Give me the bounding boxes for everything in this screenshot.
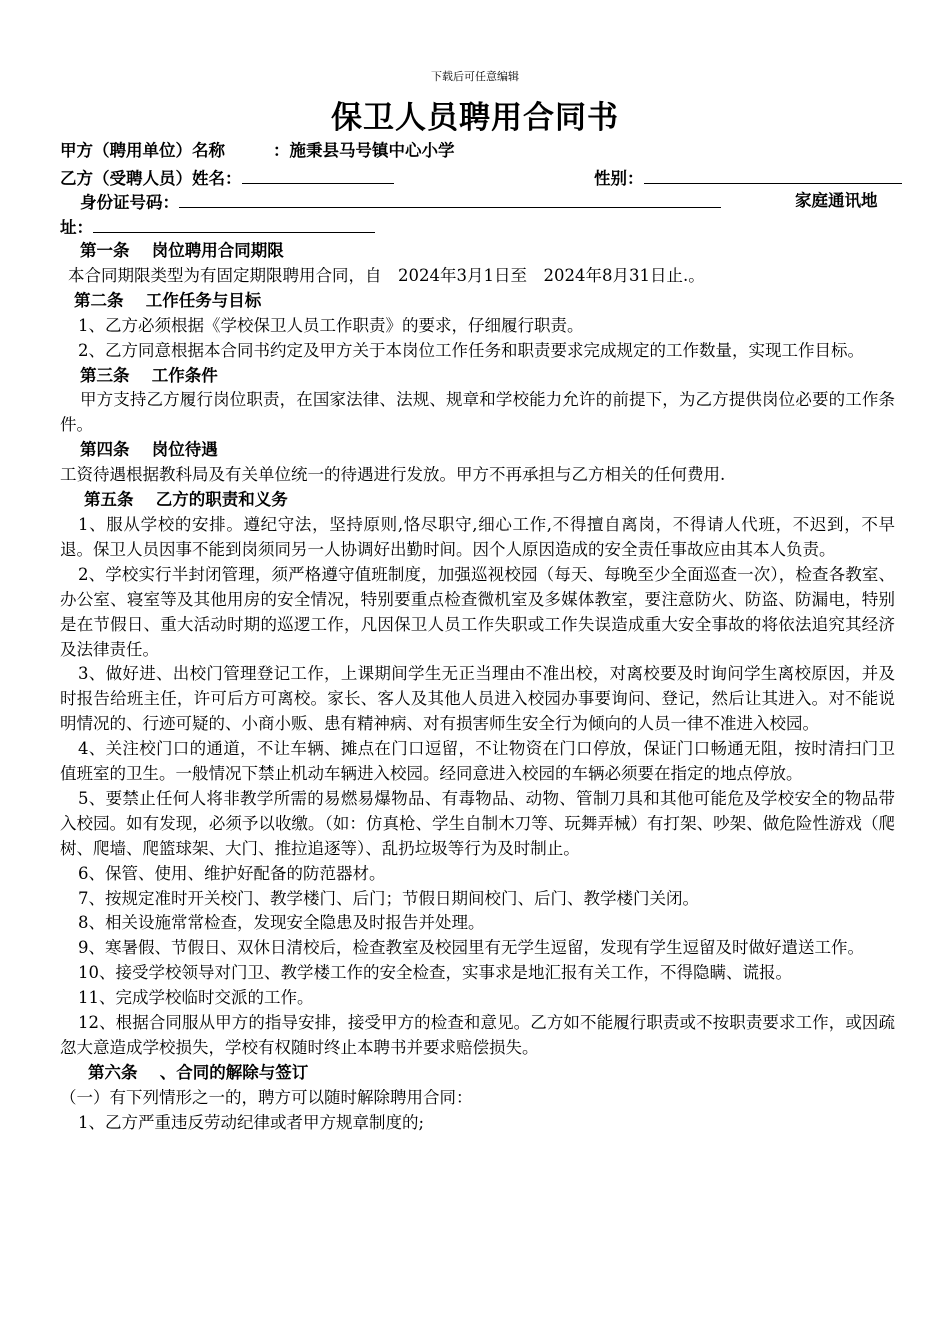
article-heading: 第四条 岗位待遇 [80, 440, 218, 460]
party-b-label: 乙方（受聘人员）姓名： [60, 169, 242, 188]
party-b-line [60, 165, 394, 191]
header-note: 下载后可任意编辑 [431, 70, 519, 83]
clause-paragraph: 6、保管、使用、维护好配备的防范器材。 [78, 863, 386, 883]
clause-paragraph: 1、服从学校的安排。遵纪守法，坚持原则,恪尽职守,细心工作,不得擅自离岗，不得请人代班，不迟到，不早退。保卫人员因事不能到岗须同另一人协调好出勤时间。因个人原因造成的安全责任事故应由其本人负责。 [60, 514, 895, 559]
address-label-part2: 址： [60, 218, 93, 237]
clause-paragraph: 5、要禁止任何人将非教学所需的易燃易爆物品、有毒物品、动物、管制刀具和其他可能危及学校安全的物品带入校园。如有发现，必须予以收缴。（如：仿真枪、学生自制木刀等、玩舞弄械）有打架、吵架、做危险性游戏（爬树、爬墙、爬篮球架、大门、推拉追逐等）、乱扔垃圾等行为及时制止。 [60, 788, 895, 858]
clause-paragraph: 1、乙方严重违反劳动纪律或者甲方规章制度的; [78, 1112, 425, 1132]
article-heading: 第三条 工作条件 [80, 365, 218, 385]
id-label: 身份证号码： [80, 193, 179, 212]
clause-paragraph: 本合同期限类型为有固定期限聘用合同，自 2024年3月1日至 2024年8月31日止.。 [68, 265, 705, 285]
id-line [80, 189, 721, 215]
gender-label: 性别： [594, 169, 644, 188]
article-heading: 第五条 乙方的职责和义务 [84, 490, 288, 510]
clause-paragraph: 2、乙方同意根据本合同书约定及甲方关于本岗位工作任务和职责要求完成规定的工作数量，实现工作目标。 [78, 340, 864, 360]
clause-paragraph: 9、寒暑假、节假日、双休日清校后，检查教室及校园里有无学生逗留，发现有学生逗留及时做好遣送工作。 [78, 938, 864, 958]
article-heading: 第六条 、合同的解除与签订 [88, 1062, 309, 1082]
clause-paragraph: 甲方支持乙方履行岗位职责，在国家法律、法规、规章和学校能力允许的前提下，为乙方提供岗位必要的工作条件。 [60, 390, 895, 435]
gender-blank [644, 165, 902, 184]
address-blank [93, 214, 375, 233]
clause-paragraph: 4、关注校门口的通道，不让车辆、摊点在门口逗留，不让物资在门口停放，保证门口畅通无阻，按时清扫门卫值班室的卫生。一般情况下禁止机动车辆进入校园。经同意进入校园的车辆必须要在指定的地点停放。 [60, 739, 895, 784]
contract-body [60, 239, 895, 1136]
party-a-value: ：施秉县马号镇中心小学 [273, 141, 455, 160]
party-a-line [60, 139, 455, 163]
address-line [60, 214, 375, 240]
clause-paragraph: 8、相关设施常常检查，发现安全隐患及时报告并处理。 [78, 913, 485, 933]
clause-paragraph: 12、根据合同服从甲方的指导安排，接受甲方的检查和意见。乙方如不能履行职责或不按职责要求工作，或因疏忽大意造成学校损失，学校有权随时终止本聘书并要求赔偿损失。 [60, 1013, 895, 1057]
article-heading: 第一条 岗位聘用合同期限 [80, 241, 284, 260]
id-number-blank [179, 189, 721, 208]
party-b-name-blank [242, 165, 394, 184]
party-a-label: 甲方（聘用单位）名称 [60, 141, 225, 160]
clause-paragraph: 10、接受学校领导对门卫、教学楼工作的安全检查，实事求是地汇报有关工作，不得隐瞒、谎报。 [78, 963, 792, 983]
gender-line [594, 165, 902, 191]
clause-paragraph: 3、做好进、出校门管理登记工作，上课期间学生无正当理由不准出校，对离校要及时询问学生离校原因，并及时报告给班主任，许可后方可离校。家长、客人及其他人员进入校园办事要询问、登记，然后让其进入。对不能说明情况的、行迹可疑的、小商小贩、患有精神病、对有损害师生安全行为倾向的人员一律不准进入校园。 [60, 664, 895, 734]
address-label-part1: 家庭通讯地 [795, 191, 878, 210]
clause-paragraph: （一）有下列情形之一的，聘方可以随时解除聘用合同： [60, 1087, 473, 1107]
article-heading: 第二条 工作任务与目标 [74, 290, 262, 310]
clause-paragraph: 1、乙方必须根据《学校保卫人员工作职责》的要求，仔细履行职责。 [78, 315, 584, 335]
clause-paragraph: 11、完成学校临时交派的工作。 [78, 988, 314, 1008]
clause-paragraph: 工资待遇根据教科局及有关单位统一的待遇进行发放。甲方不再承担与乙方相关的任何费用. [60, 465, 726, 485]
clause-paragraph: 2、学校实行半封闭管理，须严格遵守值班制度，加强巡视校园（每天、每晚至少全面巡查一次），检查各教室、办公室、寝室等及其他用房的安全情况，特别要重点检查微机室及多媒体教室，要注意防火、防盗、防漏电，特别是在节假日、重大活动时期的巡逻工作，凡因保卫人员工作失职或工作失误造成重大安全事故的将依法追究其经济及法律责任。 [60, 564, 895, 659]
document-title: 保卫人员聘用合同书 [331, 100, 619, 136]
clause-paragraph: 7、按规定准时开关校门、教学楼门、后门；节假日期间校门、后门、教学楼门关闭。 [78, 888, 699, 908]
